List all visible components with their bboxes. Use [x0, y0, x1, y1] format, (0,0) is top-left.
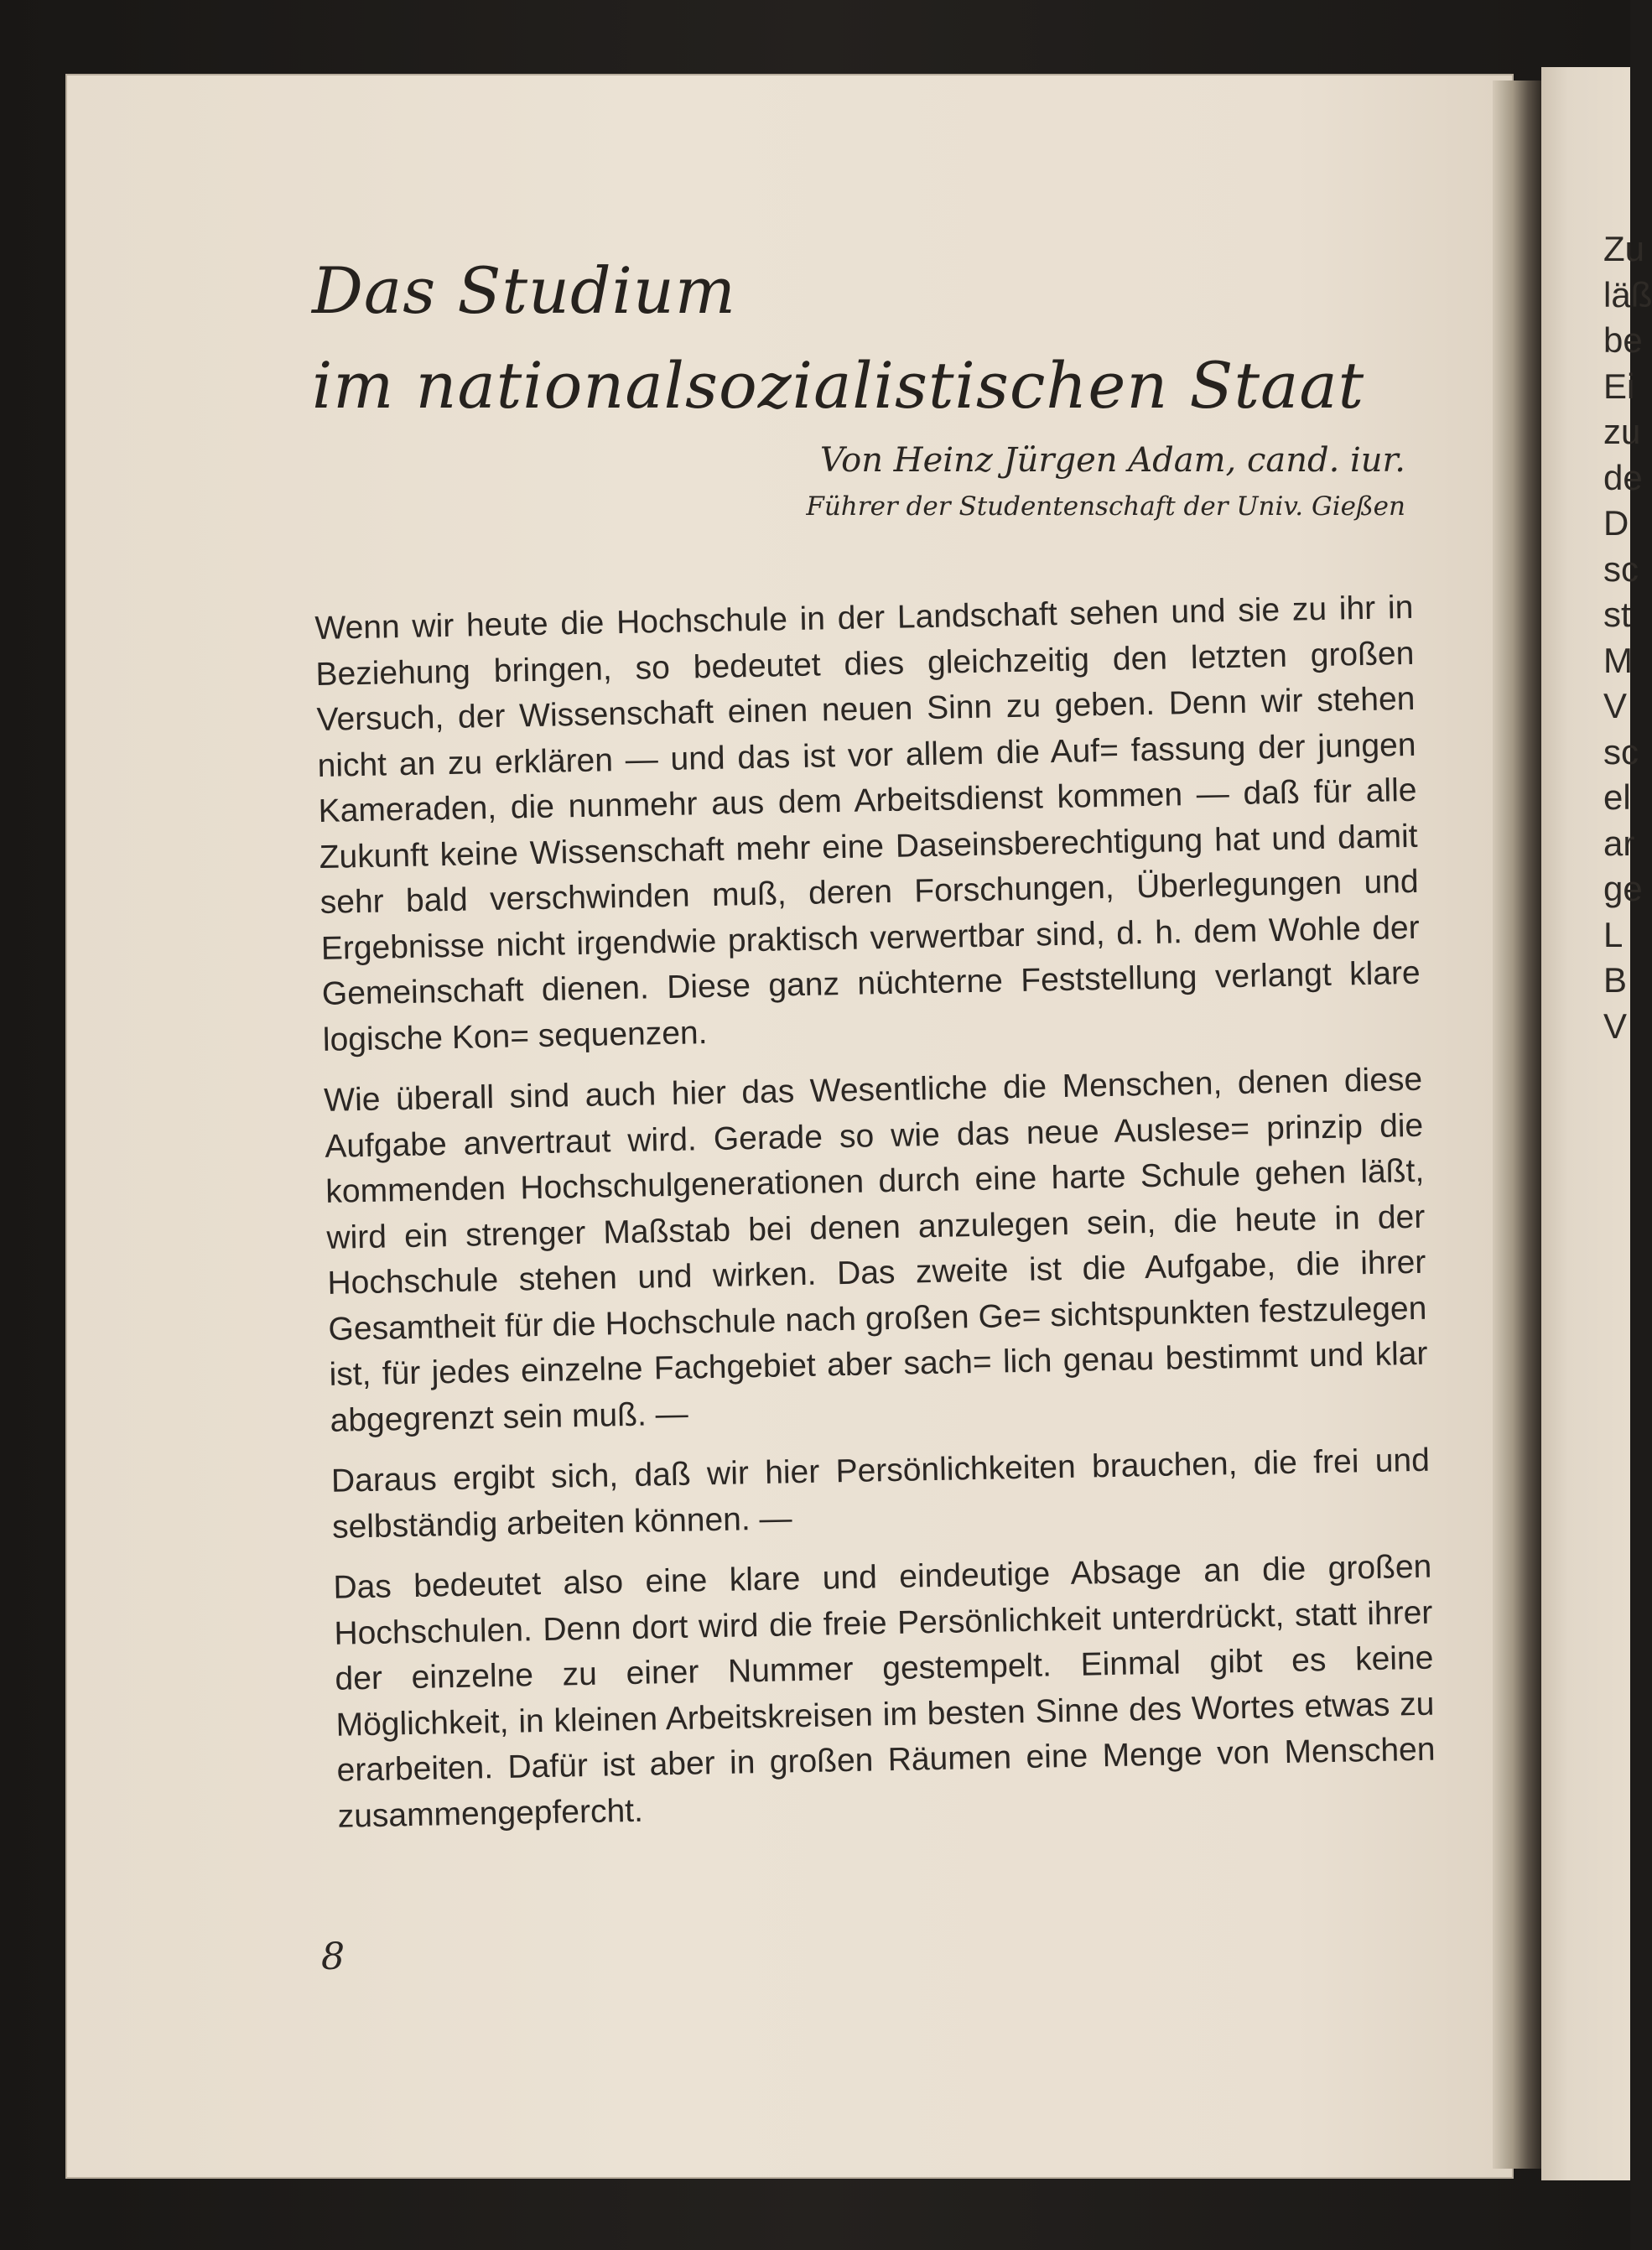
article-title: [312, 243, 1364, 433]
paragraph-1: Wenn wir heute die Hochschule in der Landschaft sehen und sie zu ihr in Beziehung bringen, so bedeutet dies gleichzeitig den letzten großen Versuch, der Wissenschaft einen neuen Sinn zu geben. Denn wir stehen nicht an zu erklären — und das ist vor allem die Auf= fassung der jungen Kameraden, die nunmehr aus dem Arbeitsdienst kommen — daß für alle Zukunft keine Wissenschaft mehr eine Daseinsberechtigung hat und damit sehr bald verschwinden muß, deren Forschungen, Überlegungen und Ergebnisse nicht irgendwie praktisch verwertbar sind, d. h. dem Wohle der Gemeinschaft dienen. Diese ganz nüchterne Feststellung verlangt klare logische Kon= sequenzen.: [314, 589, 1421, 1058]
facing-page-fragment: el: [1603, 777, 1631, 817]
facing-page-fragment: Zu: [1603, 229, 1645, 268]
paragraph-3: Daraus ergibt sich, daß wir hier Persönlichkeiten brauchen, die frei und selbständig arbeiten können. —: [330, 1442, 1431, 1546]
facing-page-fragment: Ei: [1603, 366, 1635, 406]
facing-page-fragment: D: [1603, 503, 1629, 543]
facing-page-fragment: be: [1603, 320, 1643, 360]
paragraph-4: Das bedeutet also eine klare und eindeutige Absage an die großen Hochschulen. Denn dort wird die freie Persönlichkeit unterdrückt, statt ihrer der einzelne zu einer Nummer gestempelt. Einmal gibt es keine Möglichkeit, in kleinen Arbeitskreisen im besten Sinne des Wortes etwas zu erarbeiten. Dafür ist aber in großen Räumen eine Menge von Menschen zusammengepfercht.: [333, 1548, 1436, 1835]
book-gutter: [1493, 81, 1543, 2169]
byline: [806, 434, 1405, 527]
author-role: Führer der Studentenschaft der Univ. Gießen: [806, 491, 1405, 522]
author-line: Von Heinz Jürgen Adam, cand. iur.: [819, 441, 1405, 480]
facing-page-fragment: sc: [1603, 731, 1639, 772]
facing-page-fragment: läß: [1603, 274, 1652, 314]
facing-page-fragment: st: [1603, 595, 1631, 634]
article-body: [314, 585, 1436, 1855]
title-line-1: Das Studium: [312, 253, 736, 328]
facing-page-fragment: V: [1603, 686, 1628, 725]
title-line-2: im nationalsozialistischen Staat: [312, 348, 1365, 423]
page-number: 8: [321, 1936, 345, 1978]
facing-page-fragment: L: [1603, 914, 1623, 954]
facing-page-fragment: sc: [1603, 548, 1639, 589]
facing-page-fragment: V: [1603, 1005, 1628, 1046]
facing-page-fragment: zu: [1603, 412, 1641, 451]
facing-page-fragment: ge: [1603, 869, 1643, 908]
paragraph-2: Wie überall sind auch hier das Wesentliche die Menschen, denen diese Aufgabe anvertraut wird. Gerade so wie das neue Auslese= prinzip die kommenden Hochschulgenerationen durch eine harte Schule gehen läßt, wird ein strenger Maßstab bei denen anzulegen sein, die heute in der Hochschule stehen und wirken. Das zweite ist die Aufgabe, die ihrer Gesamtheit für die Hochschule nach großen Ge= sichtspunkten festzulegen ist, für jedes einzelne Fachgebiet aber sach= lich genau bestimmt und klar abgegrenzt sein muß. —: [323, 1061, 1428, 1439]
facing-page-fragment: B: [1603, 960, 1628, 1000]
facing-page-fragment: de: [1603, 457, 1643, 497]
facing-page-text: [1603, 226, 1652, 1049]
facing-page-fragment: ar: [1603, 823, 1635, 863]
facing-page-fragment: M: [1603, 640, 1633, 680]
